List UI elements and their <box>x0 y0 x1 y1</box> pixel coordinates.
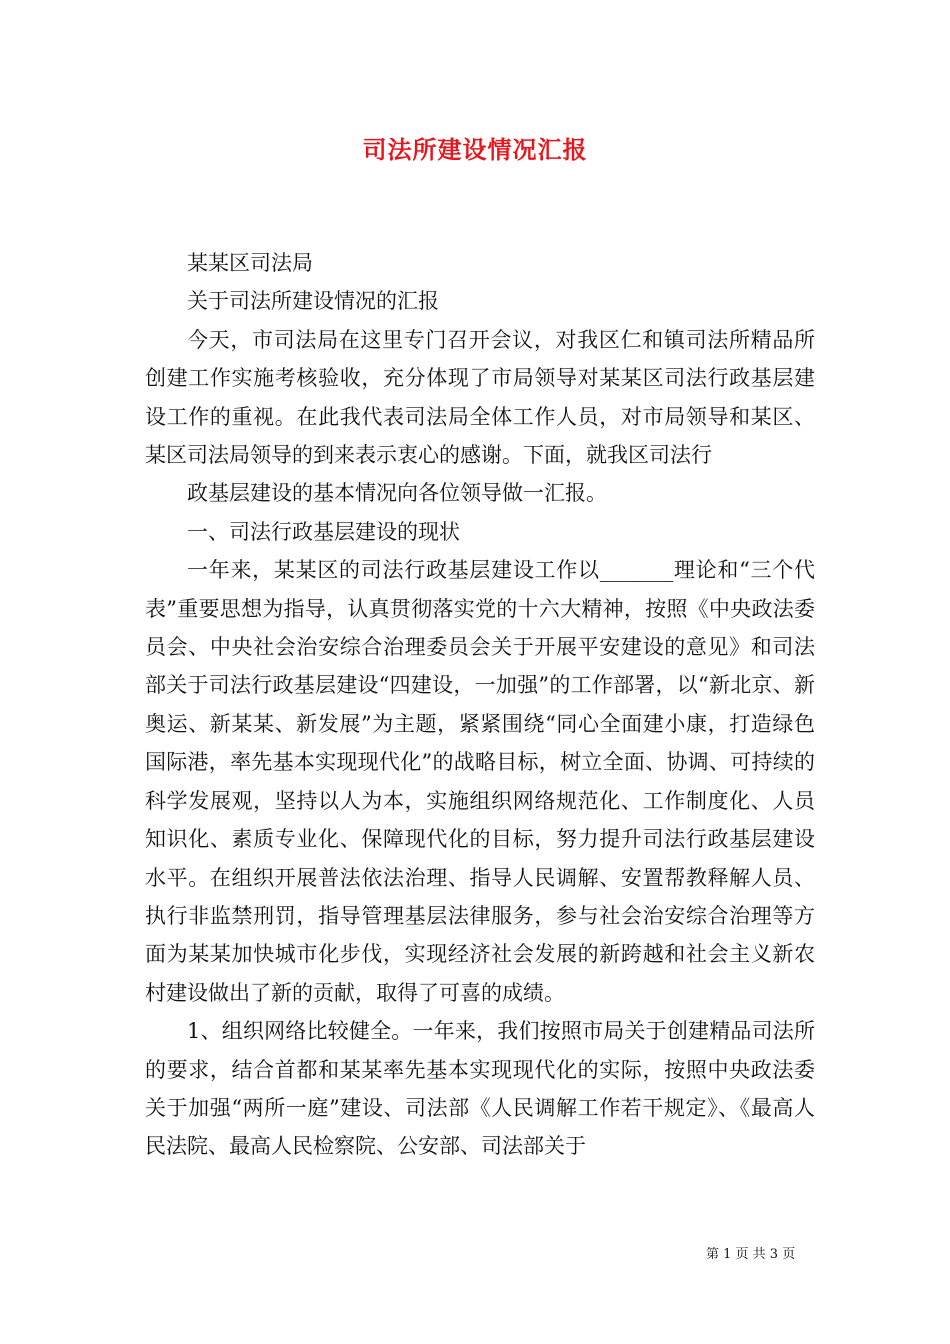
paragraph-intro-continued: 政基层建设的基本情况向各位领导做一汇报。 <box>187 481 607 506</box>
document-title: 司法所建设情况汇报 <box>362 135 588 164</box>
paragraph-subject: 关于司法所建设情况的汇报 <box>187 289 439 314</box>
page-number: 第 1 页 共 3 页 <box>706 1247 796 1262</box>
paragraph-status: 一年来，某某区的司法行政基层建设工作以_______理论和“三个代表”重要思想为指导，认真贯彻落实党的十六大精神，按照《中央政法委员会、中央社会治安综合治理委员会关于开展平安建设的意见》和司法部关于司法行政基层建设“四建设，一加强”的工作部署，以“新北京、新奥运、新某某、新发展”为主题，紧紧围绕“同心全面建小康，打造绿色国际港，率先基本实现现代化”的战略目标，树立全面、协调、可持续的科学发展观，坚持以人为本，实施组织网络规范化、工作制度化、人员知识化、素质专业化、保障现代化的目标，努力提升司法行政基层建设水平。在组织开展普法依法治理、指导人民调解、安置帮教释解人员、执行非监禁刑罚，指导管理基层法律服务，参与社会治安综合治理等方面为某某加快城市化步伐，实现经济社会发展的新跨越和社会主义新农村建设做出了新的贡献，取得了可喜的成绩。 <box>145 558 815 1005</box>
paragraph-recipient: 某某区司法局 <box>187 251 313 275</box>
section-heading: 一、司法行政基层建设的现状 <box>187 519 460 544</box>
paragraph-item-1: 1、组织网络比较健全。一年来，我们按照市局关于创建精品司法所的要求，结合首都和某某率先基本实现现代化的实际，按照中央政法委关于加强“两所一庭”建设、司法部《人民调解工作若干规定》、《最高人民法院、最高人民检察院、公安部、司法部关于 <box>145 1019 815 1159</box>
document-body <box>145 244 815 1166</box>
paragraph-intro: 今天，市司法局在这里专门召开会议，对我区仁和镇司法所精品所创建工作实施考核验收，充分体现了市局领导对某某区司法行政基层建设工作的重视。在此我代表司法局全体工作人员，对市局领导和某区、某区司法局领导的到来表示衷心的感谢。下面，就我区司法行 <box>145 327 815 468</box>
